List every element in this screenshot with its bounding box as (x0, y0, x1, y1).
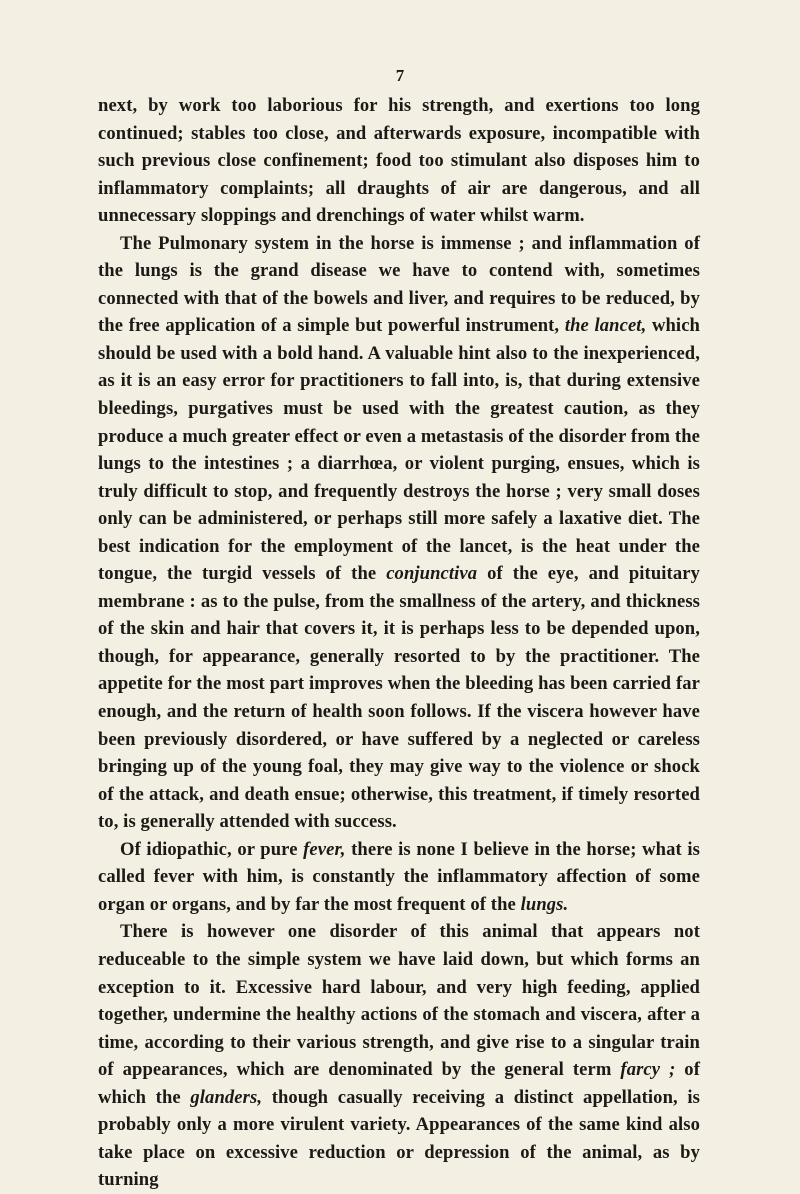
paragraph (98, 918, 700, 1193)
italic-text-run: glanders, (190, 1086, 263, 1108)
paragraph (98, 836, 700, 919)
text-run: which should be used with a bold hand. A valuable hint also to the inexperienced, as it is an easy error for practitioners to fall into, is, that during extensive bleedings, purgatives must be used with the greatest caution, as they produce a much greater effect or even a metastasis of the disorder from the lungs to the intestines ; a diarrhœa, or violent purging, ensues, which is truly difficult to stop, and frequently destroys the horse ; very small doses only can be administered, or perhaps still more safely a laxative diet. The best indication for the employment of the lancet, is the heat under the tongue, the turgid vessels of the (98, 315, 700, 585)
paragraph (98, 92, 700, 230)
text-run: The Pulmonary system in the horse is immense ; and inflammation of the lungs is the grand disease we have to contend with, sometimes connected with that of the bowels and liver, and requires to be reduced, by the free application of a simple but powerful instrument, (98, 232, 700, 337)
text-run: of which the (98, 1059, 700, 1108)
page-number: 7 (395, 66, 405, 85)
italic-text-run: farcy ; (620, 1059, 676, 1081)
text-run: There is however one disorder of this animal that appears not reduceable to the simple system we have laid down, but which forms an exception to it. Excessive hard labour, and very high feeding, applied together, undermine the healthy actions of the stomach and viscera, after a time, according to their various strength, and give rise to a singular train of appearances, which are denominated by the general term (98, 921, 700, 1081)
italic-text-run: fever, (303, 838, 346, 860)
italic-text-run: conjunctiva (386, 563, 478, 585)
text-run: next, by work too laborious for his strength, and exertions too long continued; stables too close, and afterwards exposure, incompatible with such previous close confinement; food too stimulant also disposes him to inflammatory complaints; all draughts of air are dangerous, and all unnecessary sloppings and drenchings of water whilst warm. (98, 95, 700, 227)
text-run: though casually receiving a distinct appellation, is probably only a more virulent variety. Appearances of the same kind also take place on excessive reduction or depression of the animal, as by turning (98, 1086, 700, 1191)
text-run: there is none I believe in the horse; what is called fever with him, is constantly the inflammatory affection of some organ or organs, and by far the most frequent of the (98, 838, 700, 915)
italic-text-run: lungs. (520, 893, 569, 915)
italic-text-run: the lancet, (564, 315, 647, 337)
paragraph (98, 230, 700, 836)
text-run: of the eye, and pituitary membrane : as to the pulse, from the smallness of the artery, and thickness of the skin and hair that covers it, it is perhaps less to be depended upon, though, for appearance, generally resorted to by the practitioner. The appetite for the most part improves when the bleeding has been carried far enough, and the return of health soon follows. If the viscera however have been previously disordered, or have suffered by a neglected or careless bringing up of the young foal, they may give way to the violence or shock of the attack, and death ensue; otherwise, this treatment, if timely resorted to, is generally attended with success. (98, 563, 700, 833)
body-text (98, 92, 700, 1194)
text-run: Of idiopathic, or pure (120, 838, 304, 860)
